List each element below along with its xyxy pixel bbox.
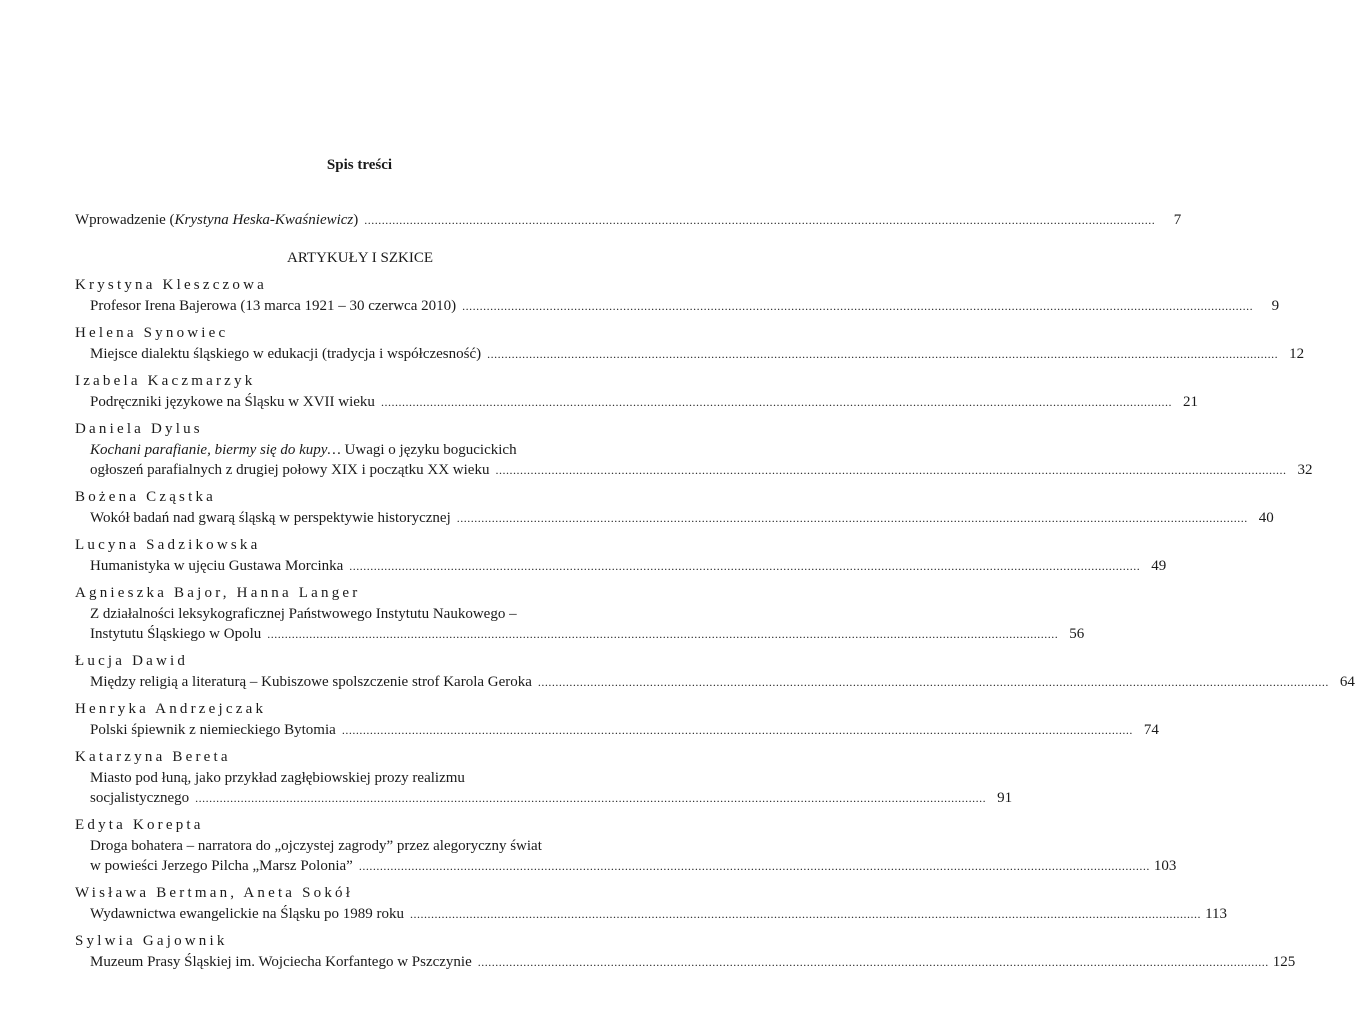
page-number: 113 (1205, 906, 1228, 922)
leader-dots (364, 210, 1155, 230)
entry-title-line (75, 440, 645, 460)
entry-title-line: Droga bohatera – narratora do „ojczystej zagrody” przez alegoryczny świat (90, 838, 542, 854)
entry-author: Katarzyna Bereta (75, 749, 231, 765)
entry-title-text: Między religią a literaturą – Kubiszowe spolszczenie strof Karola Geroka (90, 674, 532, 690)
entry-title-text: Polski śpiewnik z niemieckiego Bytomia (90, 722, 336, 738)
toc-entries (75, 274, 1355, 972)
entry-title-text: Miejsce dialektu śląskiego w edukacji (tradycja i współczesność) (90, 346, 482, 362)
entry-title-text: Wydawnictwa ewangelickie na Śląsku po 1989 roku (90, 906, 405, 922)
page-number: 64 (1339, 674, 1355, 690)
toc-entry (75, 274, 1280, 316)
entry-title-line (75, 720, 1159, 740)
intro-label: Wprowadzenie ( (75, 212, 175, 228)
entry-title-line (75, 392, 1198, 412)
leader-dots (381, 392, 1172, 412)
entry-author: Agnieszka Bajor, Hanna Langer (75, 585, 361, 601)
entry-author: Wisława Bertman, Aneta Sokół (75, 885, 354, 901)
page-number: 21 (1182, 394, 1198, 410)
entry-title-text: Instytutu Śląskiego w Opolu (90, 626, 262, 642)
leader-dots (410, 904, 1201, 924)
section-heading: ARTYKUŁY I SZKICE (286, 250, 434, 266)
toc-entry (75, 930, 1296, 972)
entry-title-rest: Uwagi o języku bogucickich (340, 442, 517, 458)
toc-intro-entry (75, 210, 1182, 230)
intro-title (75, 210, 358, 230)
entry-author: Edyta Korepta (75, 817, 204, 833)
toc-entry (75, 370, 1198, 412)
leader-dots (495, 460, 1286, 480)
toc-entry (75, 814, 1177, 876)
toc-entry (75, 582, 1085, 644)
page-number: 74 (1143, 722, 1159, 738)
leader-dots (349, 556, 1140, 576)
entry-title-line (75, 556, 1167, 576)
entry-title-line (75, 460, 1313, 480)
entry-title-text: Podręczniki językowe na Śląsku w XVII wieku (90, 394, 375, 410)
leader-dots (478, 952, 1269, 972)
entry-author: Krystyna Kleszczowa (75, 277, 267, 293)
entry-author: Bożena Cząstka (75, 489, 217, 505)
entry-title-line (75, 344, 1305, 364)
toc-entry (75, 882, 1228, 924)
entry-title-line (75, 856, 1177, 876)
entry-author: Daniela Dylus (75, 421, 203, 437)
entry-title-text: w powieści Jerzego Pilcha „Marsz Polonia” (90, 858, 353, 874)
entry-title-text: ogłoszeń parafialnych z drugiej połowy XIX i początku XX wieku (90, 462, 490, 478)
leader-dots (462, 296, 1253, 316)
toc-entry (75, 418, 1313, 480)
entry-author: Henryka Andrzejczak (75, 701, 267, 717)
entry-author: Lucyna Sadzikowska (75, 537, 261, 553)
entry-author: Łucja Dawid (75, 653, 189, 669)
toc-entry (75, 322, 1305, 364)
entry-title-line (75, 788, 1013, 808)
page-number: 9 (1271, 298, 1280, 314)
table-of-contents (75, 210, 1355, 978)
entry-title-italic: Kochani parafianie, biermy się do kupy… (90, 442, 341, 458)
entry-author: Izabela Kaczmarzyk (75, 373, 256, 389)
entry-title-line (75, 904, 1228, 924)
toc-entry (75, 698, 1159, 740)
toc-entry (75, 650, 1355, 692)
entry-title-line (75, 296, 1280, 316)
intro-author: Krystyna Heska-Kwaśniewicz (174, 212, 354, 228)
leader-dots (538, 672, 1329, 692)
entry-title-text: Profesor Irena Bajerowa (13 marca 1921 – 30 czerwca 2010) (90, 298, 457, 314)
toc-entry (75, 746, 1013, 808)
entry-title-line (75, 508, 1274, 528)
page-number: 40 (1258, 510, 1274, 526)
leader-dots (195, 788, 986, 808)
entry-title-line (75, 952, 1296, 972)
entry-title-text: Muzeum Prasy Śląskiej im. Wojciecha Korfantego w Pszczynie (90, 954, 472, 970)
entry-title-line: Miasto pod łuną, jako przykład zagłębiowskiej prozy realizmu (90, 770, 465, 786)
leader-dots (342, 720, 1133, 740)
entry-title-text: Wokół badań nad gwarą śląską w perspektywie historycznej (90, 510, 451, 526)
leader-dots (267, 624, 1058, 644)
leader-dots (457, 508, 1248, 528)
page-number: 103 (1153, 858, 1177, 874)
entry-title-line (75, 672, 1355, 692)
toc-entry (75, 486, 1274, 528)
entry-title-line: Z działalności leksykograficznej Państwowego Instytutu Naukowego – (90, 606, 517, 622)
entry-title-line (75, 624, 1085, 644)
entry-author: Sylwia Gajownik (75, 933, 228, 949)
page-number: 12 (1289, 346, 1305, 362)
page-number: 91 (997, 790, 1013, 806)
entry-title-text: socjalistycznego (90, 790, 190, 806)
leader-dots (359, 856, 1150, 876)
page-title: Spis treści (326, 157, 393, 173)
page-number: 32 (1297, 462, 1313, 478)
toc-entry (75, 534, 1167, 576)
page-number: 56 (1069, 626, 1085, 642)
page-number: 49 (1151, 558, 1167, 574)
entry-title-text: Humanistyka w ujęciu Gustawa Morcinka (90, 558, 344, 574)
leader-dots (487, 344, 1278, 364)
intro-label-close: ) (353, 212, 359, 228)
page-number: 7 (1173, 212, 1182, 228)
page-number: 125 (1272, 954, 1296, 970)
entry-author: Helena Synowiec (75, 325, 229, 341)
